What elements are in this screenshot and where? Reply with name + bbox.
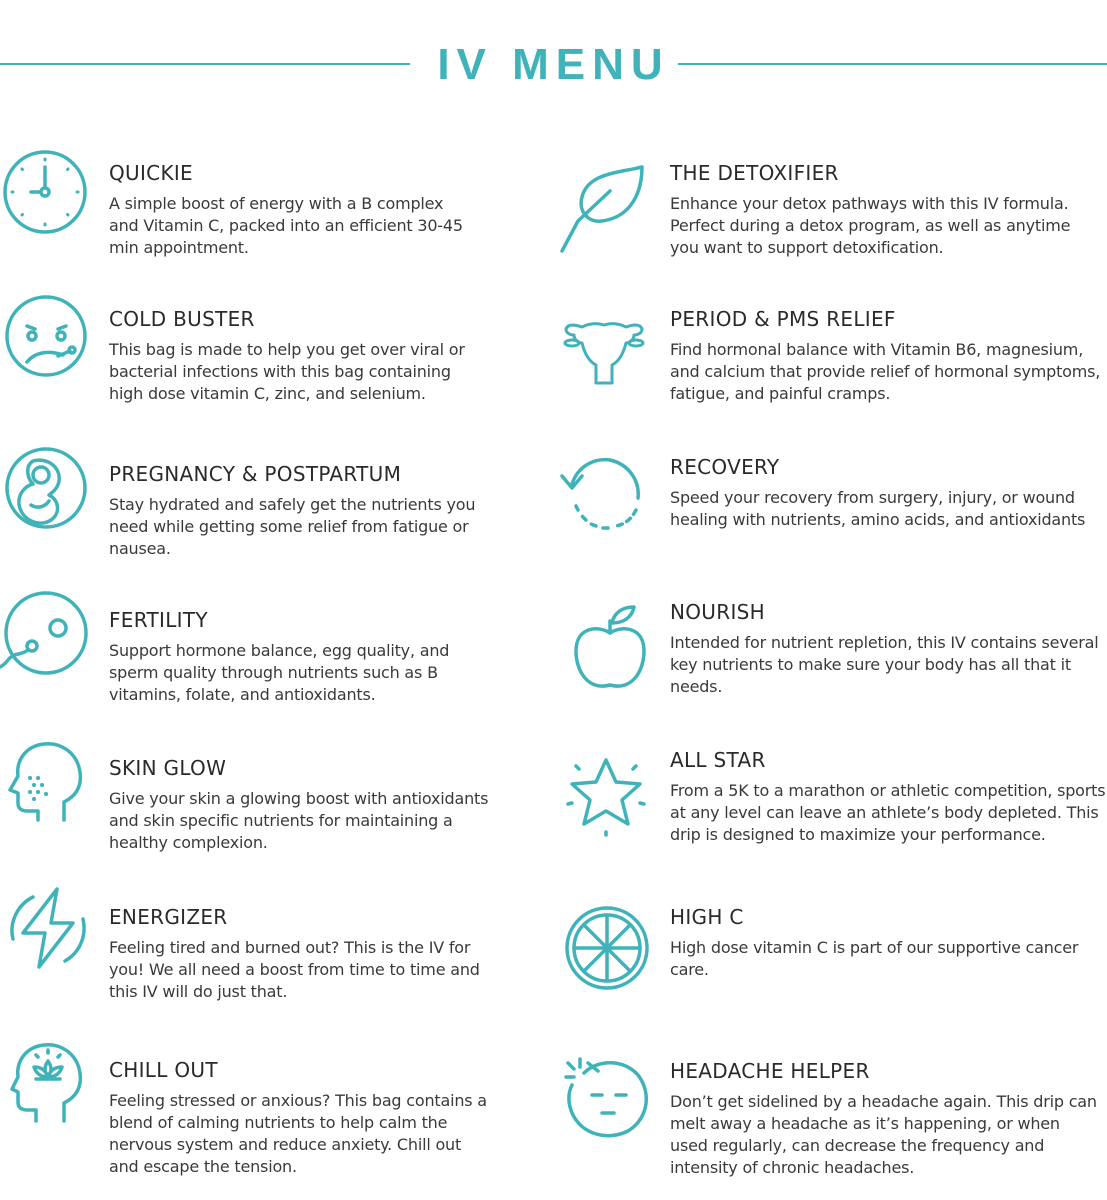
menu-item-pregnancy-postpartum — [109, 462, 549, 560]
headache-face-icon — [562, 1055, 652, 1145]
item-description: Speed your recovery from surgery, injury, or wound healing with nutrients, amino acids, and antioxidants — [670, 488, 1086, 529]
item-name: ALL STAR — [670, 748, 766, 772]
face-profile-icon — [6, 738, 96, 828]
menu-item-energizer — [109, 905, 549, 1003]
item-description: High dose vitamin C is part of our supportive cancer care. — [670, 938, 1079, 979]
item-name: SKIN GLOW — [109, 756, 227, 780]
leaf-icon — [558, 163, 648, 253]
item-description: A simple boost of energy with a B complex and Vitamin C, packed into an efficient 30-45 min appointment. — [109, 194, 463, 257]
item-name: CHILL OUT — [109, 1058, 218, 1082]
lotus-head-icon — [8, 1037, 98, 1127]
apple-icon — [566, 603, 656, 693]
item-name: HEADACHE HELPER — [670, 1059, 870, 1083]
item-name: HIGH C — [670, 905, 744, 929]
item-description: From a 5K to a marathon or athletic competition, sports at any level can leave an athlete’s body depleted. This drip is designed to maximize your performance. — [670, 781, 1106, 844]
item-name: NOURISH — [670, 600, 765, 624]
clock-icon — [0, 147, 90, 237]
menu-item-fertility — [109, 608, 549, 706]
citrus-slice-icon — [562, 903, 652, 993]
menu-item-recovery — [670, 455, 1107, 531]
item-name: QUICKIE — [109, 161, 193, 185]
recovery-arrow-icon — [558, 448, 648, 538]
star-icon — [562, 750, 652, 840]
lightning-icon — [3, 883, 93, 973]
item-description: Stay hydrated and safely get the nutrients you need while getting some relief from fatigue or nausea. — [109, 495, 476, 558]
item-name: FERTILITY — [109, 608, 208, 632]
item-description: Feeling tired and burned out? This is the IV for you! We all need a boost from time to time and this IV will do just that. — [109, 938, 480, 1001]
menu-item-cold-buster — [109, 307, 549, 405]
item-description: Support hormone balance, egg quality, and sperm quality through nutrients such as B vitamins, folate, and antioxidants. — [109, 641, 450, 704]
page-title: IV MENU — [437, 40, 670, 89]
menu-item-quickie — [109, 161, 549, 259]
item-name: COLD BUSTER — [109, 307, 255, 331]
item-name: PREGNANCY & POSTPARTUM — [109, 462, 402, 486]
menu-item-the-detoxifier — [670, 161, 1107, 259]
item-description: Feeling stressed or anxious? This bag contains a blend of calming nutrients to help calm the nervous system and reduce anxiety. Chill out and escape the tension. — [109, 1091, 487, 1176]
menu-item-nourish — [670, 600, 1107, 698]
menu-item-high-c — [670, 905, 1107, 981]
menu-item-chill-out — [109, 1058, 549, 1178]
sperm-egg-icon — [0, 588, 90, 678]
item-description: Don’t get sidelined by a headache again. This drip can melt away a headache as it’s happening, or when used regularly, can decrease the frequency and intensity of chronic headaches. — [670, 1092, 1097, 1177]
item-name: THE DETOXIFIER — [670, 161, 839, 185]
item-description: Enhance your detox pathways with this IV formula. Perfect during a detox program, as well as anytime you want to support detoxification. — [670, 194, 1071, 257]
item-description: This bag is made to help you get over viral or bacterial infections with this bag containing high dose vitamin C, zinc, and selenium. — [109, 340, 465, 403]
sick-face-icon — [3, 293, 93, 383]
menu-item-period-pms-relief — [670, 307, 1107, 405]
menu-item-all-star — [670, 748, 1107, 846]
uterus-icon — [560, 305, 650, 395]
item-description: Find hormonal balance with Vitamin B6, magnesium, and calcium that provide relief of hormonal symptoms, fatigue, and painful cramps. — [670, 340, 1101, 403]
fetus-icon — [3, 445, 93, 535]
menu-item-skin-glow — [109, 756, 549, 854]
item-name: PERIOD & PMS RELIEF — [670, 307, 896, 331]
menu-item-headache-helper — [670, 1059, 1107, 1179]
item-name: ENERGIZER — [109, 905, 228, 929]
item-description: Intended for nutrient repletion, this IV contains several key nutrients to make sure your body has all that it needs. — [670, 633, 1099, 696]
item-description: Give your skin a glowing boost with antioxidants and skin specific nutrients for maintaining a healthy complexion. — [109, 789, 489, 852]
item-name: RECOVERY — [670, 455, 780, 479]
